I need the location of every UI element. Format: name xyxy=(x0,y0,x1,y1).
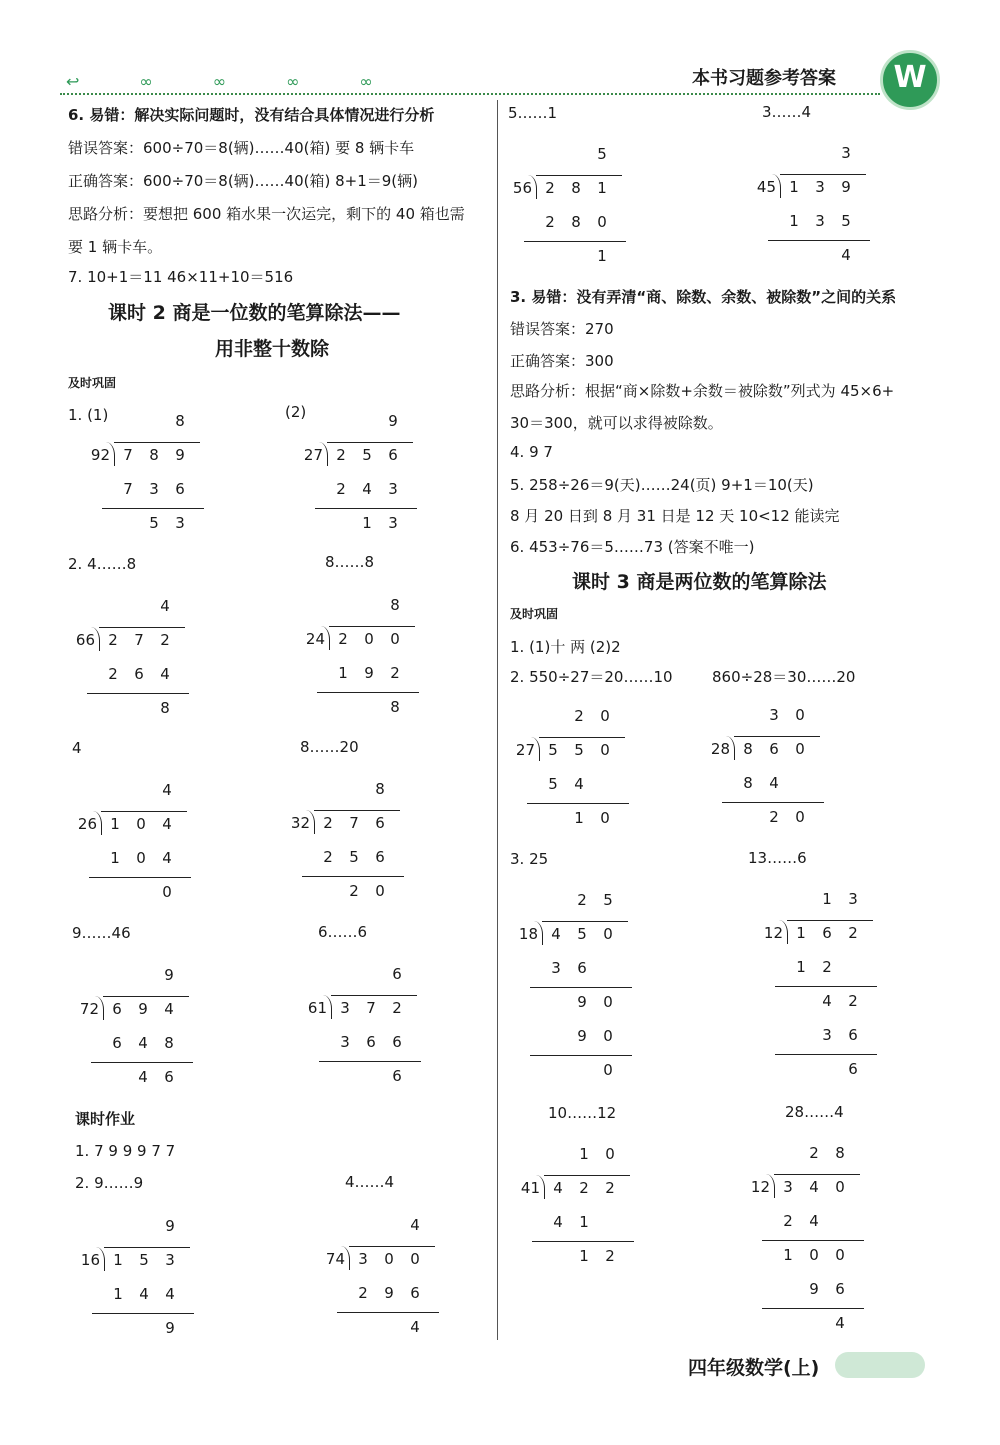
left_top-3: 思路分析：要想把 600 箱水果一次运完，剩下的 40 箱也需 xyxy=(68,205,465,223)
division-top-line xyxy=(103,996,189,997)
dividend-digit: 2 xyxy=(108,631,118,649)
step-digit: 4 xyxy=(362,480,372,498)
division-top-line xyxy=(734,736,820,737)
subtraction-line xyxy=(532,1241,634,1242)
step-digit: 1 xyxy=(113,1285,123,1303)
step-digit: 1 xyxy=(579,1213,589,1231)
quotient-digit: 5 xyxy=(603,891,613,909)
right_text-2: 正确答案：300 xyxy=(510,352,614,370)
labels-1: (2) xyxy=(285,403,307,421)
step-digit: 6 xyxy=(134,665,144,683)
division-bracket xyxy=(106,442,115,466)
left_top-2: 正确答案：600÷70＝8(辆)……40(箱) 8+1＝9(辆) xyxy=(68,172,418,190)
step-digit: 7 xyxy=(123,480,133,498)
step-digit: 4 xyxy=(769,774,779,792)
right_text-8: 6. 453÷76＝5……73 (答案不唯一) xyxy=(510,538,755,556)
dividend-digit: 5 xyxy=(577,925,587,943)
step-digit: 6 xyxy=(366,1033,376,1051)
labels-7: 6……6 xyxy=(318,923,368,941)
step-digit: 9 xyxy=(577,1027,587,1045)
step-digit: 5 xyxy=(149,514,159,532)
dividend-digit: 0 xyxy=(390,630,400,648)
step-digit: 9 xyxy=(384,1284,394,1302)
subtraction-line xyxy=(762,1240,864,1241)
labels-12: 3……4 xyxy=(762,103,812,121)
quotient-digit: 8 xyxy=(375,780,385,798)
subtraction-line xyxy=(87,693,189,694)
step-digit: 8 xyxy=(164,1034,174,1052)
subtraction-line xyxy=(91,1062,193,1063)
dividend-digit: 5 xyxy=(574,741,584,759)
dividend-digit: 9 xyxy=(175,446,185,464)
step-digit: 2 xyxy=(349,882,359,900)
dividend-digit: 3 xyxy=(340,999,350,1017)
division-top-line xyxy=(329,626,415,627)
left_top-1: 错误答案：600÷70＝8(辆)……40(箱) 要 8 辆卡车 xyxy=(68,139,415,157)
dividend-digit: 4 xyxy=(551,925,561,943)
dividend-digit: 7 xyxy=(134,631,144,649)
step-digit: 2 xyxy=(545,213,555,231)
quotient-digit: 8 xyxy=(390,596,400,614)
footer-ornament-icon xyxy=(835,1352,925,1378)
dividend-digit: 7 xyxy=(366,999,376,1017)
step-digit: 1 xyxy=(789,212,799,230)
step-digit: 1 xyxy=(579,1247,589,1265)
dividend-digit: 0 xyxy=(600,741,610,759)
subtraction-line xyxy=(530,987,632,988)
step-digit: 0 xyxy=(795,808,805,826)
labels-3: 8……8 xyxy=(325,553,375,571)
dividend-digit: 3 xyxy=(165,1251,175,1269)
dividend-digit: 2 xyxy=(605,1179,615,1197)
dividend-digit: 4 xyxy=(809,1178,819,1196)
subtraction-line xyxy=(775,986,877,987)
quotient-digit: 5 xyxy=(597,145,607,163)
quotient-digit: 8 xyxy=(835,1144,845,1162)
division-bracket xyxy=(319,442,328,466)
step-digit: 0 xyxy=(375,882,385,900)
step-digit: 2 xyxy=(390,664,400,682)
step-digit: 4 xyxy=(835,1314,845,1332)
quotient-digit: 2 xyxy=(577,891,587,909)
step-digit: 1 xyxy=(338,664,348,682)
quotient-digit: 8 xyxy=(175,412,185,430)
dividend-digit: 1 xyxy=(789,178,799,196)
step-digit: 8 xyxy=(571,213,581,231)
right_text-5: 4. 9 7 xyxy=(510,443,553,461)
division-bracket xyxy=(766,1174,775,1198)
subtraction-line xyxy=(530,1055,632,1056)
dividend-digit: 3 xyxy=(815,178,825,196)
quotient-digit: 9 xyxy=(165,1217,175,1235)
right_text-1: 错误答案：270 xyxy=(510,320,614,338)
step-digit: 0 xyxy=(600,809,610,827)
division-bracket xyxy=(341,1246,350,1270)
labels-17: 13……6 xyxy=(748,849,807,867)
dividend-digit: 6 xyxy=(375,814,385,832)
division-bracket xyxy=(531,737,540,761)
step-digit: 2 xyxy=(336,480,346,498)
dividend-digit: 2 xyxy=(848,924,858,942)
dividend-digit: 6 xyxy=(112,1000,122,1018)
labels-18: 10……12 xyxy=(548,1104,617,1122)
step-digit: 4 xyxy=(138,1068,148,1086)
divisor: 28 xyxy=(710,740,730,758)
step-digit: 3 xyxy=(822,1026,832,1044)
divisor: 24 xyxy=(305,630,325,648)
step-digit: 1 xyxy=(796,958,806,976)
step-digit: 6 xyxy=(112,1034,122,1052)
subtraction-line xyxy=(92,1313,194,1314)
lesson3-title: 课时 3 商是两位数的笔算除法 xyxy=(572,571,827,593)
division-bracket xyxy=(95,996,104,1020)
divisor: 66 xyxy=(75,631,95,649)
dividend-digit: 1 xyxy=(113,1251,123,1269)
divisor: 74 xyxy=(325,1250,345,1268)
header-dotted-line xyxy=(60,93,880,95)
lesson2-title-line2: 用非整十数除 xyxy=(215,338,330,360)
step-digit: 5 xyxy=(841,212,851,230)
dividend-digit: 0 xyxy=(384,1250,394,1268)
section-tag-jishi: 及时巩固 xyxy=(68,376,117,390)
step-digit: 4 xyxy=(841,246,851,264)
divisor: 32 xyxy=(290,814,310,832)
step-digit: 0 xyxy=(809,1246,819,1264)
division-top-line xyxy=(99,627,185,628)
step-digit: 2 xyxy=(358,1284,368,1302)
step-digit: 0 xyxy=(835,1246,845,1264)
labels-8: 1. 7 9 9 9 7 7 xyxy=(75,1142,176,1160)
section-tag-keshi: 课时作业 xyxy=(75,1110,136,1128)
dividend-digit: 5 xyxy=(139,1251,149,1269)
step-digit: 3 xyxy=(340,1033,350,1051)
division-bracket xyxy=(528,175,537,199)
dividend-digit: 0 xyxy=(136,815,146,833)
labels-6: 9……46 xyxy=(72,924,131,942)
labels-0: 1. (1) xyxy=(68,406,109,424)
step-digit: 0 xyxy=(162,883,172,901)
division-top-line xyxy=(349,1246,435,1247)
step-digit: 4 xyxy=(809,1212,819,1230)
divisor: 26 xyxy=(77,815,97,833)
dividend-digit: 4 xyxy=(162,815,172,833)
dividend-digit: 6 xyxy=(769,740,779,758)
step-digit: 3 xyxy=(388,480,398,498)
dividend-digit: 9 xyxy=(841,178,851,196)
quotient-digit: 0 xyxy=(605,1145,615,1163)
labels-15: 860÷28＝30……20 xyxy=(712,668,856,686)
dividend-digit: 0 xyxy=(364,630,374,648)
subtraction-line xyxy=(319,1061,421,1062)
subtraction-line xyxy=(775,1054,877,1055)
dividend-digit: 6 xyxy=(388,446,398,464)
subtraction-line xyxy=(527,803,629,804)
division-bracket xyxy=(534,921,543,945)
divisor: 12 xyxy=(763,924,783,942)
step-digit: 0 xyxy=(603,993,613,1011)
division-top-line xyxy=(787,920,873,921)
subtraction-line xyxy=(89,877,191,878)
divisor: 18 xyxy=(518,925,538,943)
step-digit: 0 xyxy=(603,1027,613,1045)
division-bracket xyxy=(93,811,102,835)
dividend-digit: 2 xyxy=(392,999,402,1017)
dividend-digit: 2 xyxy=(545,179,555,197)
quotient-digit: 4 xyxy=(162,781,172,799)
divisor: 41 xyxy=(520,1179,540,1197)
division-top-line xyxy=(101,811,187,812)
division-top-line xyxy=(114,442,200,443)
step-digit: 6 xyxy=(164,1068,174,1086)
labels-11: 5……1 xyxy=(508,104,558,122)
step-digit: 8 xyxy=(390,698,400,716)
step-digit: 5 xyxy=(349,848,359,866)
labels-19: 28……4 xyxy=(785,1103,844,1121)
quotient-digit: 1 xyxy=(822,890,832,908)
step-digit: 6 xyxy=(848,1026,858,1044)
step-digit: 0 xyxy=(597,213,607,231)
quotient-digit: 3 xyxy=(841,144,851,162)
dividend-digit: 0 xyxy=(603,925,613,943)
dividend-digit: 2 xyxy=(336,446,346,464)
step-digit: 8 xyxy=(160,699,170,717)
subtraction-line xyxy=(762,1308,864,1309)
divisor: 27 xyxy=(515,741,535,759)
step-digit: 3 xyxy=(551,959,561,977)
step-digit: 4 xyxy=(165,1285,175,1303)
step-digit: 4 xyxy=(160,665,170,683)
labels-5: 8……20 xyxy=(300,738,359,756)
step-digit: 3 xyxy=(815,212,825,230)
dividend-digit: 2 xyxy=(160,631,170,649)
step-digit: 9 xyxy=(577,993,587,1011)
labels-13: 1. (1)十 两 (2)2 xyxy=(510,638,621,656)
dividend-digit: 6 xyxy=(822,924,832,942)
step-digit: 4 xyxy=(574,775,584,793)
dividend-digit: 2 xyxy=(323,814,333,832)
quotient-digit: 4 xyxy=(410,1216,420,1234)
step-digit: 0 xyxy=(136,849,146,867)
step-digit: 1 xyxy=(574,809,584,827)
step-digit: 6 xyxy=(410,1284,420,1302)
step-digit: 2 xyxy=(783,1212,793,1230)
right_text-7: 8 月 20 日到 8 月 31 日是 12 天 10<12 能读完 xyxy=(510,507,840,525)
left_top-0: 6. 易错：解决实际问题时，没有结合具体情况进行分析 xyxy=(68,106,435,124)
step-digit: 1 xyxy=(362,514,372,532)
quotient-digit: 1 xyxy=(579,1145,589,1163)
step-digit: 2 xyxy=(769,808,779,826)
header-decoration: ↩∞∞∞∞ xyxy=(66,72,433,91)
section-tag-jishi-2: 及时巩固 xyxy=(510,607,559,621)
dividend-digit: 5 xyxy=(548,741,558,759)
step-digit: 9 xyxy=(809,1280,819,1298)
step-digit: 2 xyxy=(848,992,858,1010)
divisor: 16 xyxy=(80,1251,100,1269)
quotient-digit: 0 xyxy=(600,707,610,725)
dividend-digit: 0 xyxy=(410,1250,420,1268)
right_text-4: 30＝300，就可以求得被除数。 xyxy=(510,414,723,432)
division-bracket xyxy=(96,1247,105,1271)
dividend-digit: 4 xyxy=(164,1000,174,1018)
dividend-digit: 0 xyxy=(795,740,805,758)
left_top-4: 要 1 辆卡车。 xyxy=(68,238,163,256)
division-top-line xyxy=(331,995,417,996)
step-digit: 5 xyxy=(548,775,558,793)
dividend-digit: 2 xyxy=(338,630,348,648)
step-digit: 2 xyxy=(822,958,832,976)
divisor: 92 xyxy=(90,446,110,464)
dividend-digit: 5 xyxy=(362,446,372,464)
step-digit: 4 xyxy=(822,992,832,1010)
divisor: 12 xyxy=(750,1178,770,1196)
quotient-digit: 3 xyxy=(848,890,858,908)
step-digit: 8 xyxy=(743,774,753,792)
division-bracket xyxy=(536,1175,545,1199)
step-digit: 2 xyxy=(605,1247,615,1265)
header-title: 本书习题参考答案 xyxy=(692,68,836,89)
step-digit: 4 xyxy=(410,1318,420,1336)
division-top-line xyxy=(542,921,628,922)
quotient-digit: 4 xyxy=(160,597,170,615)
division-top-line xyxy=(314,810,400,811)
quotient-digit: 2 xyxy=(574,707,584,725)
step-digit: 4 xyxy=(162,849,172,867)
right_text-6: 5. 258÷26＝9(天)……24(页) 9+1＝10(天) xyxy=(510,476,814,494)
step-digit: 0 xyxy=(603,1061,613,1079)
lesson2-title-line1: 课时 2 商是一位数的笔算除法—— xyxy=(108,302,401,324)
quotient-digit: 2 xyxy=(809,1144,819,1162)
labels-4: 4 xyxy=(72,739,82,757)
subtraction-line xyxy=(722,802,824,803)
subtraction-line xyxy=(302,876,404,877)
dividend-digit: 3 xyxy=(783,1178,793,1196)
dividend-digit: 8 xyxy=(571,179,581,197)
division-top-line xyxy=(104,1247,190,1248)
step-digit: 6 xyxy=(835,1280,845,1298)
division-top-line xyxy=(536,175,622,176)
column-divider xyxy=(497,100,498,1340)
divisor: 72 xyxy=(79,1000,99,1018)
quotient-digit: 6 xyxy=(392,965,402,983)
division-top-line xyxy=(544,1175,630,1176)
step-digit: 9 xyxy=(364,664,374,682)
dividend-digit: 2 xyxy=(579,1179,589,1197)
quotient-digit: 9 xyxy=(388,412,398,430)
dividend-digit: 7 xyxy=(123,446,133,464)
step-digit: 3 xyxy=(149,480,159,498)
division-bracket xyxy=(726,736,735,760)
step-digit: 6 xyxy=(375,848,385,866)
dividend-digit: 0 xyxy=(835,1178,845,1196)
book-logo-icon: W xyxy=(880,50,940,110)
quotient-digit: 3 xyxy=(769,706,779,724)
step-digit: 3 xyxy=(175,514,185,532)
dividend-digit: 3 xyxy=(358,1250,368,1268)
step-digit: 2 xyxy=(323,848,333,866)
labels-14: 2. 550÷27＝20……10 xyxy=(510,668,673,686)
right_text-3: 思路分析：根据“商×除数+余数＝被除数”列式为 45×6+ xyxy=(510,382,895,400)
quotient-digit: 9 xyxy=(164,966,174,984)
subtraction-line xyxy=(524,241,626,242)
division-bracket xyxy=(323,995,332,1019)
step-digit: 4 xyxy=(553,1213,563,1231)
step-digit: 4 xyxy=(138,1034,148,1052)
division-top-line xyxy=(774,1174,860,1175)
dividend-digit: 1 xyxy=(796,924,806,942)
divisor: 27 xyxy=(303,446,323,464)
subtraction-line xyxy=(768,240,870,241)
dividend-digit: 8 xyxy=(149,446,159,464)
dividend-digit: 8 xyxy=(743,740,753,758)
labels-2: 2. 4……8 xyxy=(68,555,137,573)
dividend-digit: 4 xyxy=(553,1179,563,1197)
step-digit: 1 xyxy=(597,247,607,265)
dividend-digit: 7 xyxy=(349,814,359,832)
divisor: 56 xyxy=(512,179,532,197)
division-top-line xyxy=(780,174,866,175)
quotient-digit: 0 xyxy=(795,706,805,724)
step-digit: 6 xyxy=(392,1033,402,1051)
dividend-digit: 9 xyxy=(138,1000,148,1018)
labels-10: 4……4 xyxy=(345,1173,395,1191)
subtraction-line xyxy=(102,508,204,509)
left_top-5: 7. 10+1＝11 46×11+10＝516 xyxy=(68,268,294,286)
subtraction-line xyxy=(317,692,419,693)
step-digit: 6 xyxy=(175,480,185,498)
dividend-digit: 1 xyxy=(110,815,120,833)
step-digit: 1 xyxy=(110,849,120,867)
step-digit: 3 xyxy=(388,514,398,532)
step-digit: 9 xyxy=(165,1319,175,1337)
step-digit: 6 xyxy=(577,959,587,977)
step-digit: 6 xyxy=(392,1067,402,1085)
divisor: 61 xyxy=(307,999,327,1017)
division-bracket xyxy=(772,174,781,198)
subtraction-line xyxy=(337,1312,439,1313)
division-bracket xyxy=(91,627,100,651)
division-bracket xyxy=(321,626,330,650)
step-digit: 4 xyxy=(139,1285,149,1303)
footer-book-title: 四年级数学(上) xyxy=(688,1357,820,1379)
right_text-0: 3. 易错：没有弄清“商、除数、余数、被除数”之间的关系 xyxy=(510,288,897,306)
labels-16: 3. 25 xyxy=(510,850,549,868)
step-digit: 1 xyxy=(783,1246,793,1264)
divisor: 45 xyxy=(756,178,776,196)
step-digit: 6 xyxy=(848,1060,858,1078)
dividend-digit: 1 xyxy=(597,179,607,197)
division-bracket xyxy=(779,920,788,944)
division-top-line xyxy=(539,737,625,738)
subtraction-line xyxy=(315,508,417,509)
labels-9: 2. 9……9 xyxy=(75,1174,144,1192)
division-bracket xyxy=(306,810,315,834)
division-top-line xyxy=(327,442,413,443)
step-digit: 2 xyxy=(108,665,118,683)
